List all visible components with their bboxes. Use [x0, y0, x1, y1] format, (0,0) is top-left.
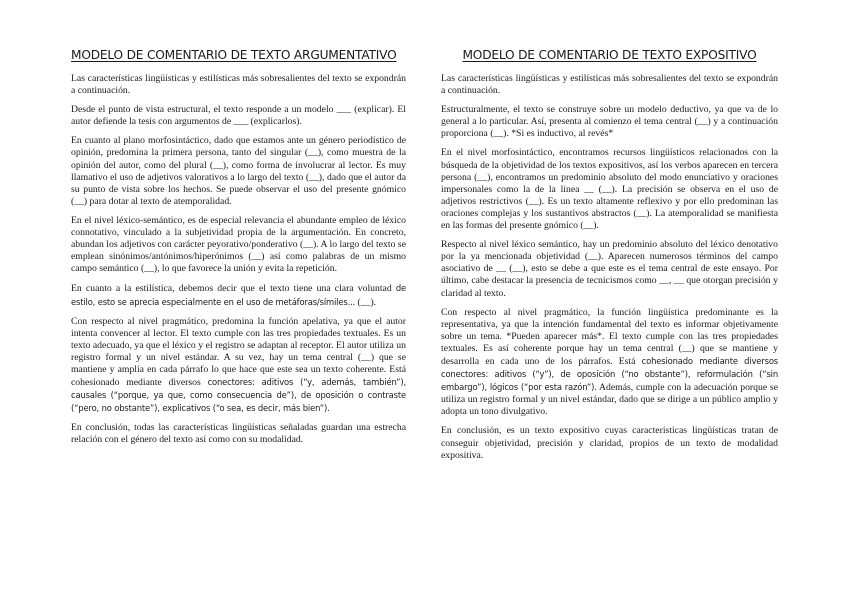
argumentative-lexical-paragraph: En el nivel léxico-semántico, es de especial relevancia el abundante empleo de léxico connotativo, vinculado a la subjetividad propia de la argumentación. En concreto, abundan los adjetivos con carácter peyorativo/ponderativo (__). A lo largo del texto se emplean sinónimos/antónimos/hiperónimos (__) así como palabras de un mismo campo semántico (__), lo que favorece la unión y evita la repetición.	[71, 214, 406, 275]
expository-lexical-paragraph: Respecto al nivel léxico semántico, hay un predominio absoluto del léxico denotativo por la ya mencionada objetividad (__). Aparecen numerosos términos del campo asociativo de __ (__), esto se debe a que este es el tema central de este ensayo. Por último, cabe destacar la presencia de tecnicismos como __, __ que otorgan precisión y claridad al texto.	[441, 239, 778, 299]
argumentative-structure-paragraph: Desde el punto de vista estructural, el texto responde a un modelo ___ (explicar). El autor defiende la tesis con argumentos de ___ (explicarlos).	[71, 104, 406, 128]
pragmatic-text: Con respecto al nivel pragmático, predomina la función apelativa, ya que el autor intenta convencer al lector. El texto cumple con las tres propiedades textuales. Es un texto adecuado, ya que el léxico y el registro se adaptan al receptor. El autor utiliza un registro formal y un nivel estándar. A su vez, hay un tema central (__) que se mantiene y amplía en cada párrafo lo que hace que este sea un texto coherente. Está cohesionado mediante diversos	[71, 315, 406, 389]
stylistic-text-end: (__).	[355, 296, 377, 308]
expository-intro-paragraph: Las características lingüísticas y estilísticas más sobresalientes del texto se expondrán a continuación.	[441, 73, 778, 97]
expository-column	[441, 48, 778, 469]
argumentative-conclusion-paragraph: En conclusión, todas las características lingüísticas señaladas guardan una estrecha relación con el género del texto así como con su modalidad.	[71, 422, 406, 446]
argumentative-morphosyntactic-paragraph: En cuanto al plano morfosintáctico, dado que estamos ante un género periodístico de opinión, predomina la primera persona, tanto del singular (__), como muestra de la opinión del autor, como del plural (__), como forma de involucrar al lector. Es muy llamativo el uso de adjetivos valorativos a lo largo del texto (__), dado que el autor da su punto de vista sobre los hechos. Se puede observar el uso del presente gnómico (__) para dotar al texto de atemporalidad.	[71, 135, 406, 207]
argumentative-pragmatic-paragraph	[71, 316, 406, 416]
pragmatic-text-end: Además, cumple con la adecuación porque se utiliza un registro formal y un nivel estándar, dado que se dirige a un público amplio y adopta un tono divulgativo.	[441, 382, 778, 418]
stylistic-text: En cuanto a la estilística, debemos decir que el texto tiene una clara voluntad	[71, 283, 396, 295]
argumentative-intro-paragraph: Las características lingüísticas y estilísticas más sobresalientes del texto se expondrán a continuación.	[71, 73, 406, 97]
expository-pragmatic-paragraph	[441, 307, 778, 419]
connectors-handwritten-text: cohesionado mediante diversos conectores: aditivos (“y”), de oposición (“no obstante”), reformulación (“sin embargo”), lógicos (“por esta razón”).	[441, 355, 779, 393]
stylistic-handwritten-text: de estilo, esto se aprecia especialmente en el uso de metáforas/símiles...	[71, 283, 406, 307]
expository-conclusion-paragraph: En conclusión, es un texto expositivo cuyas características lingüísticas tratan de conseguir objetividad, precisión y claridad, propios de un texto de modalidad expositiva.	[441, 425, 778, 461]
expository-structure-paragraph: Estructuralmente, el texto se construye sobre un modelo deductivo, ya que va de lo general a lo particular. Así, presenta al comienzo el tema central (__) y a continuación proporciona (__). *Si es inductivo, al revés*	[441, 104, 778, 140]
pragmatic-text: Con respecto al nivel pragmático, la función lingüística predominante es la representativa, ya que la intención fundamental del texto es informar objetivamente sobre un tema. *Pueden aparecer más*. El texto cumple con las tres propiedades textuales. Es así coherente porque hay un tema central (__) que se mantiene y desarrolla en cada uno de los párrafos. Está	[441, 306, 778, 367]
connectors-handwritten-text: conectores: aditivos (“y, además, también”), causales (“porque, ya que, como consecuencia de”), de oposición o contraste (“pero, no obstante”), explicativos (“o sea, es decir, más bien”).	[71, 377, 406, 414]
argumentative-column	[71, 48, 406, 454]
argumentative-stylistic-paragraph	[71, 282, 406, 308]
expository-title: MODELO DE COMENTARIO DE TEXTO EXPOSITIVO	[462, 48, 757, 62]
expository-morphosyntactic-paragraph: En el nivel morfosintáctico, encontramos recursos lingüísticos relacionados con la búsqueda de la objetividad de los textos expositivos, así los verbos aparecen en tercera persona (__), encontramos un predominio absoluto del modo enunciativo y oraciones impersonales como la de la línea __ (__). La precisión se observa en el uso de adjetivos restrictivos (__). Es un texto altamente reflexivo y por ello predominan las oraciones complejas y los sustantivos abstractos (__). La atemporalidad se manifiesta en las formas del presente gnómico (__).	[441, 147, 778, 232]
argumentative-title: MODELO DE COMENTARIO DE TEXTO ARGUMENTATIVO	[71, 48, 397, 62]
